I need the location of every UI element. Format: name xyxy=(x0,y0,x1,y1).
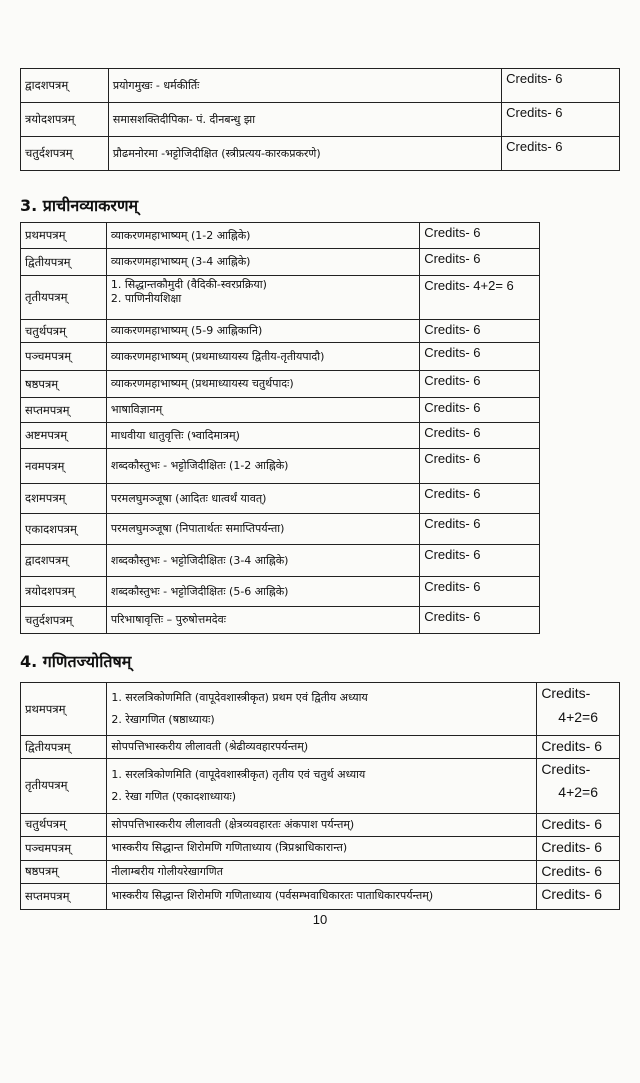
table-row xyxy=(21,449,540,484)
paper-label: षष्ठपत्रम् xyxy=(21,860,107,883)
subject-cell: व्याकरणमहाभाष्यम् (5-9 आह्निकानि) xyxy=(106,320,419,343)
subject-line: 1. सिद्धान्तकौमुदी (वैदिकी-स्वरप्रक्रिया) xyxy=(110,278,267,291)
subject-cell: व्याकरणमहाभाष्यम् (3-4 आह्निके) xyxy=(106,249,419,276)
table-row xyxy=(21,371,540,398)
credits-cell: Credits- 6 xyxy=(420,577,540,607)
credits-cell: Credits- 6 xyxy=(537,860,620,883)
subject-cell xyxy=(106,276,419,320)
table-row xyxy=(21,69,620,103)
subject-cell: भास्करीय सिद्धान्त शिरोमणि गणिताध्याय (त्रिप्रश्नाधिकारान्त) xyxy=(107,836,537,860)
paper-label: दशमपत्रम् xyxy=(21,484,107,514)
paper-label: अष्टमपत्रम् xyxy=(21,423,107,449)
credits-cell: Credits- 6 xyxy=(420,223,540,249)
syllabus-table-continued xyxy=(20,68,620,171)
table-row xyxy=(21,836,620,860)
credits-cell: Credits- 6 xyxy=(420,371,540,398)
credits-line: Credits- xyxy=(541,760,591,777)
subject-cell: शब्दकौस्तुभः - भट्टोजिदीक्षितः (3-4 आह्निके) xyxy=(106,545,419,577)
subject-cell: व्याकरणमहाभाष्यम् (प्रथमाध्यायस्य चतुर्थपादः) xyxy=(106,371,419,398)
paper-label: प्रथमपत्रम् xyxy=(21,223,107,249)
table-row xyxy=(21,736,620,759)
credits-cell: Credits- 6 xyxy=(420,249,540,276)
paper-label: चतुर्थपत्रम् xyxy=(21,320,107,343)
table-row xyxy=(21,276,540,320)
paper-label: द्वादशपत्रम् xyxy=(21,545,107,577)
paper-label: प्रथमपत्रम् xyxy=(21,683,107,736)
credits-cell: Credits- 6 xyxy=(420,423,540,449)
table-row xyxy=(21,398,540,423)
paper-label: तृतीयपत्रम् xyxy=(21,758,107,813)
paper-label: सप्तमपत्रम् xyxy=(21,883,107,909)
table-row xyxy=(21,423,540,449)
credits-cell: Credits- 6 xyxy=(502,103,620,137)
paper-label: त्रयोदशपत्रम् xyxy=(21,577,107,607)
table-row xyxy=(21,758,620,813)
credits-cell: Credits- 6 xyxy=(420,545,540,577)
section-heading: 3. प्राचीनव्याकरणम् xyxy=(20,196,139,215)
subject-cell: शब्दकौस्तुभः - भट्टोजिदीक्षितः (1-2 आह्निके) xyxy=(106,449,419,484)
paper-label: त्रयोदशपत्रम् xyxy=(21,103,109,137)
paper-label: पञ्चमपत्रम् xyxy=(21,836,107,860)
table-row xyxy=(21,223,540,249)
credits-cell xyxy=(537,758,620,813)
table-row xyxy=(21,320,540,343)
paper-label: चतुर्दशपत्रम् xyxy=(21,607,107,634)
subject-line: 2. रेखागणित (षष्ठाध्यायः) xyxy=(111,713,215,726)
credits-cell: Credits- 4+2= 6 xyxy=(420,276,540,320)
paper-label: नवमपत्रम् xyxy=(21,449,107,484)
table-row xyxy=(21,883,620,909)
subject-cell: व्याकरणमहाभाष्यम् (प्रथमाध्यायस्य द्वितीय-तृतीयपादौ) xyxy=(106,343,419,371)
subject-cell: माधवीया धातुवृत्तिः (भ्वादिमात्रम्) xyxy=(106,423,419,449)
credits-cell: Credits- 6 xyxy=(537,813,620,836)
subject-cell: सोपपत्तिभास्करीय लीलावती (क्षेत्रव्यवहारतः अंकपाश पर्यन्तम्) xyxy=(107,813,537,836)
credits-cell: Credits- 6 xyxy=(420,320,540,343)
table-row xyxy=(21,514,540,545)
subject-cell: भाषाविज्ञानम् xyxy=(106,398,419,423)
credits-cell: Credits- 6 xyxy=(537,883,620,909)
credits-cell: Credits- 6 xyxy=(502,69,620,103)
subject-cell: भास्करीय सिद्धान्त शिरोमणि गणिताध्याय (पर्वसम्भवाधिकारतः पाताधिकारपर्यन्तम्) xyxy=(107,883,537,909)
subject-cell: परमलघुमञ्जूषा (आदितः धात्वर्थं यावत्) xyxy=(106,484,419,514)
subject-cell: प्रयोगमुखः - धर्मकीर्तिः xyxy=(108,69,501,103)
credits-line: 4+2=6 xyxy=(558,784,599,800)
syllabus-table-ganitajyotisham xyxy=(20,682,620,910)
credits-cell xyxy=(537,683,620,736)
table-row xyxy=(21,103,620,137)
credits-cell: Credits- 6 xyxy=(420,398,540,423)
subject-line: 1. सरलत्रिकोणमिति (वापूदेवशास्त्रीकृत) तृतीय एवं चतुर्थ अध्याय xyxy=(111,767,366,781)
subject-cell xyxy=(107,758,537,813)
credits-cell: Credits- 6 xyxy=(420,484,540,514)
paper-label: द्वितीयपत्रम् xyxy=(21,736,107,759)
subject-cell: परमलघुमञ्जूषा (निपातार्थतः समाप्तिपर्यन्ता) xyxy=(106,514,419,545)
paper-label: एकादशपत्रम् xyxy=(21,514,107,545)
credits-cell: Credits- 6 xyxy=(420,343,540,371)
paper-label: द्वादशपत्रम् xyxy=(21,69,109,103)
page-number: 10 xyxy=(312,912,328,927)
table-row xyxy=(21,860,620,883)
section-heading: 4. गणितज्योतिषम् xyxy=(20,652,132,671)
table-row xyxy=(21,137,620,171)
subject-line: 2. रेखा गणित (एकादशाध्यायः) xyxy=(111,789,237,803)
paper-label: तृतीयपत्रम् xyxy=(21,276,107,320)
paper-label: चतुर्दशपत्रम् xyxy=(21,137,109,171)
credits-cell: Credits- 6 xyxy=(537,836,620,860)
subject-cell: प्रौढमनोरमा -भट्टोजिदीक्षित (स्त्रीप्रत्यय-कारकप्रकरणे) xyxy=(108,137,501,171)
paper-label: चतुर्थपत्रम् xyxy=(21,813,107,836)
table-row xyxy=(21,249,540,276)
table-row xyxy=(21,343,540,371)
subject-cell: सोपपत्तिभास्करीय लीलावती (श्रेढीव्यवहारपर्यन्तम्) xyxy=(107,736,537,759)
table-row xyxy=(21,545,540,577)
subject-cell: परिभाषावृत्तिः – पुरुषोत्तमदेवः xyxy=(106,607,419,634)
table-row xyxy=(21,813,620,836)
subject-cell: शब्दकौस्तुभः - भट्टोजिदीक्षितः (5-6 आह्निके) xyxy=(106,577,419,607)
subject-cell xyxy=(107,683,537,736)
credits-cell: Credits- 6 xyxy=(420,514,540,545)
subject-line: 2. पाणिनीयशिक्षा xyxy=(110,291,182,305)
table-row xyxy=(21,484,540,514)
paper-label: सप्तमपत्रम् xyxy=(21,398,107,423)
credits-line: 4+2=6 xyxy=(558,708,599,725)
paper-label: द्वितीयपत्रम् xyxy=(21,249,107,276)
credits-cell: Credits- 6 xyxy=(420,607,540,634)
paper-label: पञ्चमपत्रम् xyxy=(21,343,107,371)
table-row xyxy=(21,607,540,634)
paper-label: षष्ठपत्रम् xyxy=(21,371,107,398)
credits-cell: Credits- 6 xyxy=(420,449,540,484)
credits-cell: Credits- 6 xyxy=(502,137,620,171)
table-row xyxy=(21,577,540,607)
subject-cell: समासशक्तिदीपिका- पं. दीनबन्धु झा xyxy=(108,103,501,137)
subject-cell: व्याकरणमहाभाष्यम् (1-2 आह्निके) xyxy=(106,223,419,249)
syllabus-table-vyakaranam xyxy=(20,222,540,634)
subject-cell: नीलाम्बरीय गोलीयरेखागणित xyxy=(107,860,537,883)
credits-cell: Credits- 6 xyxy=(537,736,620,759)
table-row xyxy=(21,683,620,736)
credits-line: Credits- xyxy=(541,685,591,701)
subject-line: 1. सरलत्रिकोणमिति (वापूदेवशास्त्रीकृत) प्रथम एवं द्वितीय अध्याय xyxy=(111,691,368,705)
